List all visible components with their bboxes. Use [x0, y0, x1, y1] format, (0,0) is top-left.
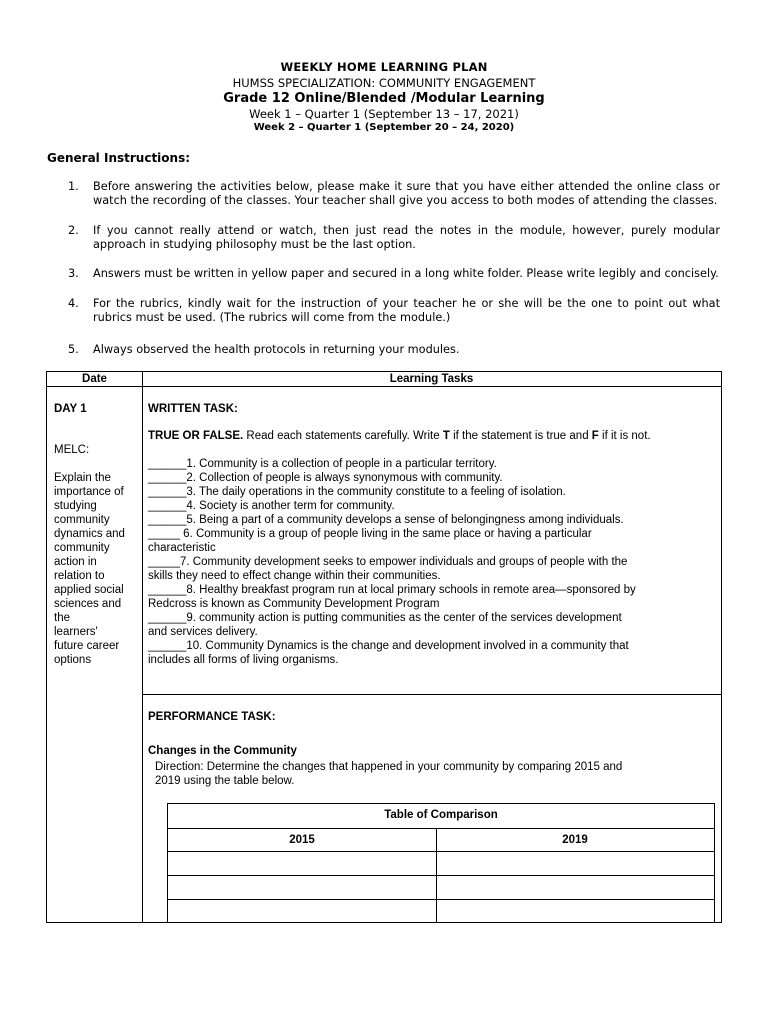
- direction-line: Direction: Determine the changes that happened in your community by comparing 2015 and: [155, 761, 623, 773]
- melc-line: studying: [54, 500, 97, 512]
- true-false-item: ______3. The daily operations in the community constitute to a feeling of isolation.: [148, 486, 566, 498]
- instruction-item: [68, 343, 720, 357]
- day-label: DAY 1: [54, 403, 87, 415]
- tf-instruction-part: if it is not.: [598, 430, 651, 442]
- instruction-number: 2.: [68, 224, 79, 237]
- melc-line: applied social: [54, 584, 124, 596]
- comparison-col-2019: 2019: [562, 834, 588, 846]
- instruction-item: [68, 180, 720, 208]
- comparison-col-2015: 2015: [289, 834, 315, 846]
- instruction-item: [68, 297, 720, 325]
- comparison-title: Table of Comparison: [384, 809, 498, 821]
- melc-line: importance of: [54, 486, 124, 498]
- comparison-row-line: [168, 828, 714, 829]
- melc-line: community: [54, 542, 110, 554]
- grade-line: Grade 12 Online/Blended /Modular Learning: [223, 91, 545, 106]
- melc-line: options: [54, 654, 92, 666]
- instruction-text: Answers must be written in yellow paper and secured in a long white folder. Please write legibly and concisely.: [93, 267, 719, 280]
- comparison-row-line: [168, 899, 714, 900]
- comparison-row-line: [168, 875, 714, 876]
- true-false-item: ______5. Being a part of a community develops a sense of belongingness among individuals.: [148, 514, 624, 526]
- tasks-column-header: Learning Tasks: [389, 373, 474, 385]
- instructions-heading: General Instructions:: [47, 151, 191, 165]
- plan-title: WEEKLY HOME LEARNING PLAN: [280, 60, 488, 74]
- tf-true-letter: T: [442, 430, 450, 442]
- comparison-row-line: [168, 851, 714, 852]
- true-false-item: and services delivery.: [148, 626, 258, 638]
- instruction-item: [68, 267, 720, 281]
- instruction-text: For the rubrics, kindly wait for the instruction of your teacher he or she will be the one to point out what rubrics must be used. (The rubrics will come from the module.): [93, 297, 720, 324]
- comparison-table: [167, 803, 715, 923]
- date-column-header: Date: [82, 373, 107, 385]
- true-false-item: ______10. Community Dynamics is the change and development involved in a community that: [148, 640, 629, 652]
- true-false-label: TRUE OR FALSE.: [148, 430, 244, 442]
- true-false-item: includes all forms of living organisms.: [148, 654, 339, 666]
- true-false-item: skills they need to effect change within their communities.: [148, 570, 441, 582]
- header-divider: [47, 386, 721, 387]
- melc-line: the: [54, 612, 70, 624]
- true-false-item: ______8. Healthy breakfast program run at local primary schools in remote area—sponsored by: [148, 584, 636, 596]
- true-false-item: ______4. Society is another term for community.: [148, 500, 395, 512]
- melc-line: relation to: [54, 570, 105, 582]
- instruction-text: Before answering the activities below, please make it sure that you have either attended the online class or watch the recording of the classes. Your teacher shall give you access to both modes of attending the classes.: [93, 180, 720, 207]
- week2-line: Week 2 – Quarter 1 (September 20 – 24, 2020): [253, 122, 515, 133]
- instruction-number: 5.: [68, 343, 79, 356]
- written-task-heading: WRITTEN TASK:: [148, 403, 238, 415]
- melc-label: MELC:: [54, 444, 90, 456]
- melc-line: action in: [54, 556, 97, 568]
- true-false-item: _____7. Community development seeks to empower individuals and groups of people with the: [148, 556, 628, 568]
- true-false-items: [148, 457, 708, 667]
- instruction-text: Always observed the health protocols in returning your modules.: [93, 343, 460, 356]
- instruction-item: [68, 224, 720, 252]
- tf-false-letter: F: [591, 430, 599, 442]
- column-divider: [142, 372, 143, 922]
- instruction-number: 4.: [68, 297, 79, 310]
- performance-task-heading: PERFORMANCE TASK:: [148, 711, 276, 723]
- true-false-item: ______1. Community is a collection of people in a particular territory.: [148, 458, 497, 470]
- melc-line: sciences and: [54, 598, 122, 610]
- true-false-item: _____ 6. Community is a group of people living in the same place or having a particular: [148, 528, 592, 540]
- melc-line: learners': [54, 626, 98, 638]
- instruction-text: If you cannot really attend or watch, then just read the notes in the module, however, purely modular approach in studying philosophy must be the last option.: [93, 224, 720, 251]
- melc-line: dynamics and: [54, 528, 125, 540]
- melc-line: Explain the: [54, 472, 111, 484]
- changes-title: Changes in the Community: [148, 745, 297, 757]
- week1-line: Week 1 – Quarter 1 (September 13 – 17, 2021): [249, 107, 519, 121]
- subject-line: HUMSS SPECIALIZATION: COMMUNITY ENGAGEMENT: [232, 76, 536, 90]
- true-false-instructions: [148, 429, 651, 443]
- melc-line: community: [54, 514, 110, 526]
- instruction-number: 1.: [68, 180, 79, 193]
- true-false-item: ______9. community action is putting communities as the center of the services development: [148, 612, 622, 624]
- tf-instruction-part: Read each statements carefully. Write: [243, 430, 443, 442]
- direction-line: 2019 using the table below.: [155, 775, 295, 787]
- instruction-number: 3.: [68, 267, 79, 280]
- melc-line: future career: [54, 640, 120, 652]
- melc-text: [54, 471, 140, 667]
- true-false-item: ______2. Collection of people is always synonymous with community.: [148, 472, 503, 484]
- learning-plan-table: [46, 371, 722, 923]
- true-false-item: Redcross is known as Community Development Program: [148, 598, 440, 610]
- true-false-item: characteristic: [148, 542, 216, 554]
- tf-instruction-part: if the statement is true and: [449, 430, 592, 442]
- task-divider: [142, 694, 721, 695]
